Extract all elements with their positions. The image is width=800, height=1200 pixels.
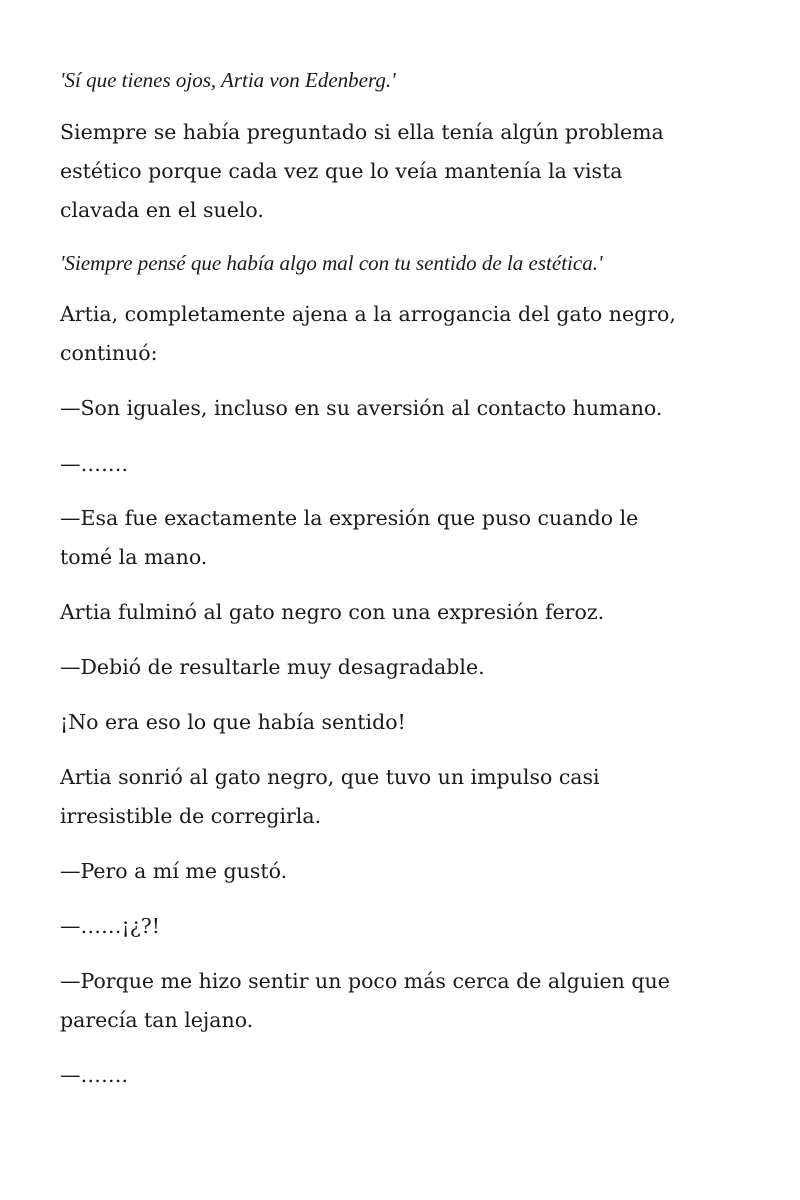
paragraph: ¡No era eso lo que había sentido!	[60, 710, 406, 734]
dialogue-line: —…….	[60, 452, 129, 476]
dialogue-line: —Esa fue exactamente la expresión que puso cuando le tomé la mano.	[60, 506, 639, 569]
thought-line: 'Siempre pensé que había algo mal con tu sentido de la estética.'	[60, 251, 603, 275]
paragraph: Siempre se había preguntado si ella tenía algún problema estético porque cada vez que lo veía mantenía la vista clavada en el suelo.	[60, 120, 664, 222]
dialogue-line: —……¡¿?!	[60, 914, 160, 938]
dialogue-line: —Pero a mí me gustó.	[60, 859, 288, 883]
dialogue-line: —Porque me hizo sentir un poco más cerca de alguien que parecía tan lejano.	[60, 969, 670, 1032]
dialogue-line: —Son iguales, incluso en su aversión al contacto humano.	[60, 396, 663, 420]
thought-line: 'Sí que tienes ojos, Artia von Edenberg.'	[60, 68, 396, 92]
paragraph: Artia sonrió al gato negro, que tuvo un impulso casi irresistible de corregirla.	[60, 765, 600, 828]
paragraph: Artia, completamente ajena a la arrogancia del gato negro, continuó:	[60, 302, 676, 365]
dialogue-line: —…….	[60, 1063, 129, 1087]
dialogue-line: —Debió de resultarle muy desagradable.	[60, 655, 485, 679]
paragraph: Artia fulminó al gato negro con una expresión feroz.	[60, 600, 605, 624]
